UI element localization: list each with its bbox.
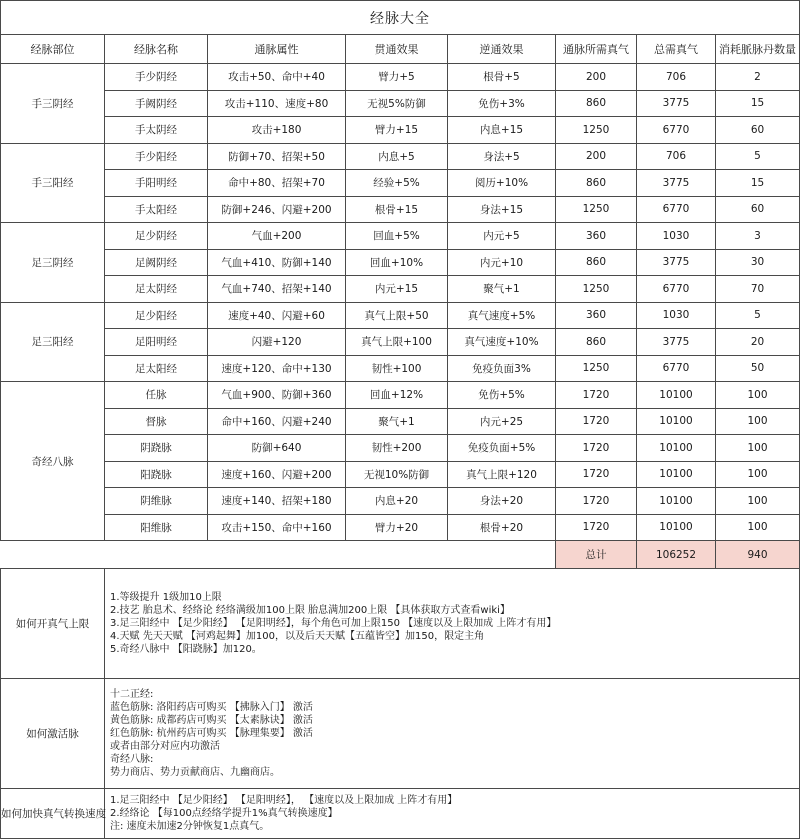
- info-line: 奇经八脉:: [110, 754, 154, 765]
- table-cell: 3775: [637, 329, 716, 356]
- table-cell: 15: [716, 170, 800, 197]
- table-cell: 韧性+200: [346, 435, 448, 462]
- table-cell: 手少阴经: [105, 64, 208, 91]
- table-cell: 气血+410、防御+140: [208, 249, 346, 276]
- table-cell: 706: [637, 143, 716, 170]
- table-row: [1, 302, 800, 329]
- table-cell: 10100: [637, 382, 716, 409]
- table-cell: 足阳明经: [105, 329, 208, 356]
- table-cell: 根骨+15: [346, 196, 448, 223]
- table-cell: 手太阳经: [105, 196, 208, 223]
- table-cell: 内息+20: [346, 488, 448, 515]
- table-cell: 5: [716, 143, 800, 170]
- table-row: [1, 143, 800, 170]
- table-cell: 3: [716, 223, 800, 250]
- table-cell: 防御+640: [208, 435, 346, 462]
- table-cell: 3775: [637, 170, 716, 197]
- info-line: 注: 速度未加速2分钟恢复1点真气。: [110, 821, 270, 832]
- table-cell: 60: [716, 117, 800, 144]
- table-cell: 5: [716, 302, 800, 329]
- table-cell: 真气上限+50: [346, 302, 448, 329]
- table-cell: 无视5%防御: [346, 90, 448, 117]
- table-cell: 1720: [556, 461, 637, 488]
- table-row: [1, 488, 800, 515]
- table-row: [1, 355, 800, 382]
- table-cell: 任脉: [105, 382, 208, 409]
- table-cell: 回血+10%: [346, 249, 448, 276]
- table-cell: 攻击+110、速度+80: [208, 90, 346, 117]
- table-cell: 真气上限+120: [448, 461, 556, 488]
- table-row: [1, 435, 800, 462]
- info-row: [1, 679, 800, 789]
- meridian-group: 足三阳经: [1, 302, 105, 382]
- info-content: [105, 789, 800, 839]
- info-line: 5.奇经八脉中 【阳跷脉】加120。: [110, 644, 262, 655]
- table-cell: 1720: [556, 382, 637, 409]
- table-cell: 1720: [556, 435, 637, 462]
- info-line: 2.技艺 胎息术、经络论 经络满级加100上限 胎息满加200上限 【具体获取方式查看wiki】: [110, 605, 510, 616]
- table-cell: 攻击+50、命中+40: [208, 64, 346, 91]
- table-cell: 真气上限+100: [346, 329, 448, 356]
- table-cell: 1720: [556, 514, 637, 541]
- table-cell: 10100: [637, 488, 716, 515]
- meridian-group: 手三阳经: [1, 143, 105, 223]
- table-row: [1, 276, 800, 303]
- info-line: 十二正经:: [110, 689, 154, 700]
- meridian-group: 奇经八脉: [1, 382, 105, 541]
- info-line: 1.等级提升 1级加10上限: [110, 592, 222, 603]
- table-cell: 身法+20: [448, 488, 556, 515]
- table-cell: 足少阴经: [105, 223, 208, 250]
- info-line: 1.足三阳经中 【足少阳经】 【足阳明经】， 【速度以及上限加成 上阵才有用】: [110, 795, 458, 806]
- table-row: [1, 382, 800, 409]
- info-line: 4.天赋 先天天赋 【河鸡起舞】加100，以及后天天赋【五蕴皆空】加150，限定主角: [110, 631, 485, 642]
- total-spacer: [1, 541, 556, 569]
- table-row: [1, 408, 800, 435]
- column-header: 贯通效果: [346, 35, 448, 64]
- table-cell: 内元+15: [346, 276, 448, 303]
- info-row: [1, 789, 800, 839]
- table-cell: 10100: [637, 461, 716, 488]
- table-cell: 手太阴经: [105, 117, 208, 144]
- table-cell: 命中+160、闪避+240: [208, 408, 346, 435]
- table-cell: 100: [716, 408, 800, 435]
- table-cell: 10100: [637, 408, 716, 435]
- table-cell: 手少阳经: [105, 143, 208, 170]
- total-pill: 940: [716, 541, 800, 569]
- table-cell: 根骨+20: [448, 514, 556, 541]
- column-header: 逆通效果: [448, 35, 556, 64]
- table-cell: 聚气+1: [346, 408, 448, 435]
- table-cell: 速度+160、闪避+200: [208, 461, 346, 488]
- table-cell: 督脉: [105, 408, 208, 435]
- table-cell: 1250: [556, 355, 637, 382]
- table-cell: 根骨+5: [448, 64, 556, 91]
- table-cell: 200: [556, 143, 637, 170]
- table-cell: 身法+5: [448, 143, 556, 170]
- table-cell: 回血+12%: [346, 382, 448, 409]
- table-cell: 内元+10: [448, 249, 556, 276]
- table-cell: 攻击+150、命中+160: [208, 514, 346, 541]
- table-row: [1, 90, 800, 117]
- table-cell: 气血+900、防御+360: [208, 382, 346, 409]
- table-cell: 200: [556, 64, 637, 91]
- table-cell: 攻击+180: [208, 117, 346, 144]
- table-cell: 15: [716, 90, 800, 117]
- table-cell: 内息+15: [448, 117, 556, 144]
- table-cell: 闪避+120: [208, 329, 346, 356]
- table-cell: 1250: [556, 196, 637, 223]
- table-cell: 真气速度+10%: [448, 329, 556, 356]
- table-cell: 100: [716, 514, 800, 541]
- table-cell: 阳维脉: [105, 514, 208, 541]
- table-row: [1, 329, 800, 356]
- meridian-group: 足三阴经: [1, 223, 105, 303]
- info-label: 如何开真气上限: [1, 569, 105, 679]
- table-cell: 阳跷脉: [105, 461, 208, 488]
- table-cell: 1720: [556, 408, 637, 435]
- table-cell: 3775: [637, 249, 716, 276]
- table-cell: 10100: [637, 514, 716, 541]
- info-table: [0, 568, 800, 839]
- total-label: 总计: [556, 541, 637, 569]
- table-cell: 50: [716, 355, 800, 382]
- info-label: 如何加快真气转换速度: [1, 789, 105, 839]
- table-cell: 阴维脉: [105, 488, 208, 515]
- table-cell: 内元+25: [448, 408, 556, 435]
- info-line: 蓝色筋脉: 洛阳药店可购买 【拂脉入门】 激活: [110, 702, 313, 713]
- info-line: 红色筋脉: 杭州药店可购买 【脉理集要】 激活: [110, 728, 313, 739]
- table-cell: 真气速度+5%: [448, 302, 556, 329]
- table-row: [1, 117, 800, 144]
- table-row: [1, 170, 800, 197]
- info-content: [105, 569, 800, 679]
- table-cell: 60: [716, 196, 800, 223]
- table-cell: 100: [716, 382, 800, 409]
- table-cell: 100: [716, 435, 800, 462]
- table-cell: 足太阳经: [105, 355, 208, 382]
- table-cell: 30: [716, 249, 800, 276]
- column-header: 经脉名称: [105, 35, 208, 64]
- table-cell: 1720: [556, 488, 637, 515]
- info-line: 2.经络论 【每100点经络学提升1%真气转换速度】: [110, 808, 338, 819]
- table-cell: 免疫负面3%: [448, 355, 556, 382]
- table-cell: 韧性+100: [346, 355, 448, 382]
- table-cell: 臂力+5: [346, 64, 448, 91]
- table-cell: 速度+120、命中+130: [208, 355, 346, 382]
- table-cell: 足阙阴经: [105, 249, 208, 276]
- table-cell: 免伤+5%: [448, 382, 556, 409]
- table-cell: 860: [556, 170, 637, 197]
- table-cell: 防御+70、招架+50: [208, 143, 346, 170]
- table-cell: 防御+246、闪避+200: [208, 196, 346, 223]
- table-cell: 免疫负面+5%: [448, 435, 556, 462]
- table-cell: 6770: [637, 117, 716, 144]
- table-cell: 聚气+1: [448, 276, 556, 303]
- column-header: 通脉所需真气: [556, 35, 637, 64]
- table-cell: 860: [556, 249, 637, 276]
- table-cell: 1030: [637, 223, 716, 250]
- table-cell: 经验+5%: [346, 170, 448, 197]
- table-row: [1, 514, 800, 541]
- table-cell: 100: [716, 488, 800, 515]
- table-cell: 70: [716, 276, 800, 303]
- info-line: 或者由部分对应内功激活: [110, 741, 220, 752]
- total-row: [1, 541, 800, 569]
- table-row: [1, 461, 800, 488]
- table-row: [1, 64, 800, 91]
- table-cell: 2: [716, 64, 800, 91]
- table-cell: 臂力+20: [346, 514, 448, 541]
- column-header: 经脉部位: [1, 35, 105, 64]
- table-cell: 免伤+3%: [448, 90, 556, 117]
- table-cell: 706: [637, 64, 716, 91]
- table-cell: 气血+200: [208, 223, 346, 250]
- info-line: 势力商店、势力贡献商店、九幽商店。: [110, 767, 280, 778]
- table-cell: 6770: [637, 355, 716, 382]
- table-cell: 360: [556, 223, 637, 250]
- total-qi: 106252: [637, 541, 716, 569]
- table-cell: 回血+5%: [346, 223, 448, 250]
- table-cell: 速度+140、招架+180: [208, 488, 346, 515]
- table-cell: 860: [556, 90, 637, 117]
- table-cell: 气血+740、招架+140: [208, 276, 346, 303]
- column-header: 总需真气: [637, 35, 716, 64]
- table-cell: 内息+5: [346, 143, 448, 170]
- table-cell: 内元+5: [448, 223, 556, 250]
- info-row: [1, 569, 800, 679]
- table-cell: 命中+80、招架+70: [208, 170, 346, 197]
- table-cell: 20: [716, 329, 800, 356]
- table-row: [1, 196, 800, 223]
- table-row: [1, 223, 800, 250]
- info-line: 3.足三阳经中 【足少阳经】 【足阳明经】，每个角色可加上限150 【速度以及上限加成 上阵才有用】: [110, 618, 557, 629]
- table-cell: 手阙阴经: [105, 90, 208, 117]
- column-header: 通脉属性: [208, 35, 346, 64]
- table-cell: 阅历+10%: [448, 170, 556, 197]
- meridian-group: 手三阴经: [1, 64, 105, 144]
- column-header: 消耗脈脉丹数量: [716, 35, 800, 64]
- table-cell: 足少阳经: [105, 302, 208, 329]
- table-cell: 1030: [637, 302, 716, 329]
- table-cell: 6770: [637, 276, 716, 303]
- info-label: 如何激活脉: [1, 679, 105, 789]
- table-cell: 臂力+15: [346, 117, 448, 144]
- table-cell: 860: [556, 329, 637, 356]
- table-cell: 1250: [556, 117, 637, 144]
- table-cell: 10100: [637, 435, 716, 462]
- table-cell: 速度+40、闪避+60: [208, 302, 346, 329]
- table-cell: 身法+15: [448, 196, 556, 223]
- info-line: 黄色筋脉: 成都药店可购买 【太素脉诀】 激活: [110, 715, 313, 726]
- table-cell: 3775: [637, 90, 716, 117]
- table-title: 经脉大全: [1, 1, 800, 35]
- table-cell: 360: [556, 302, 637, 329]
- table-cell: 足太阴经: [105, 276, 208, 303]
- table-cell: 1250: [556, 276, 637, 303]
- table-cell: 阴跷脉: [105, 435, 208, 462]
- table-cell: 100: [716, 461, 800, 488]
- table-row: [1, 249, 800, 276]
- table-cell: 手阳明经: [105, 170, 208, 197]
- info-content: [105, 679, 800, 789]
- table-cell: 6770: [637, 196, 716, 223]
- table-cell: 无视10%防御: [346, 461, 448, 488]
